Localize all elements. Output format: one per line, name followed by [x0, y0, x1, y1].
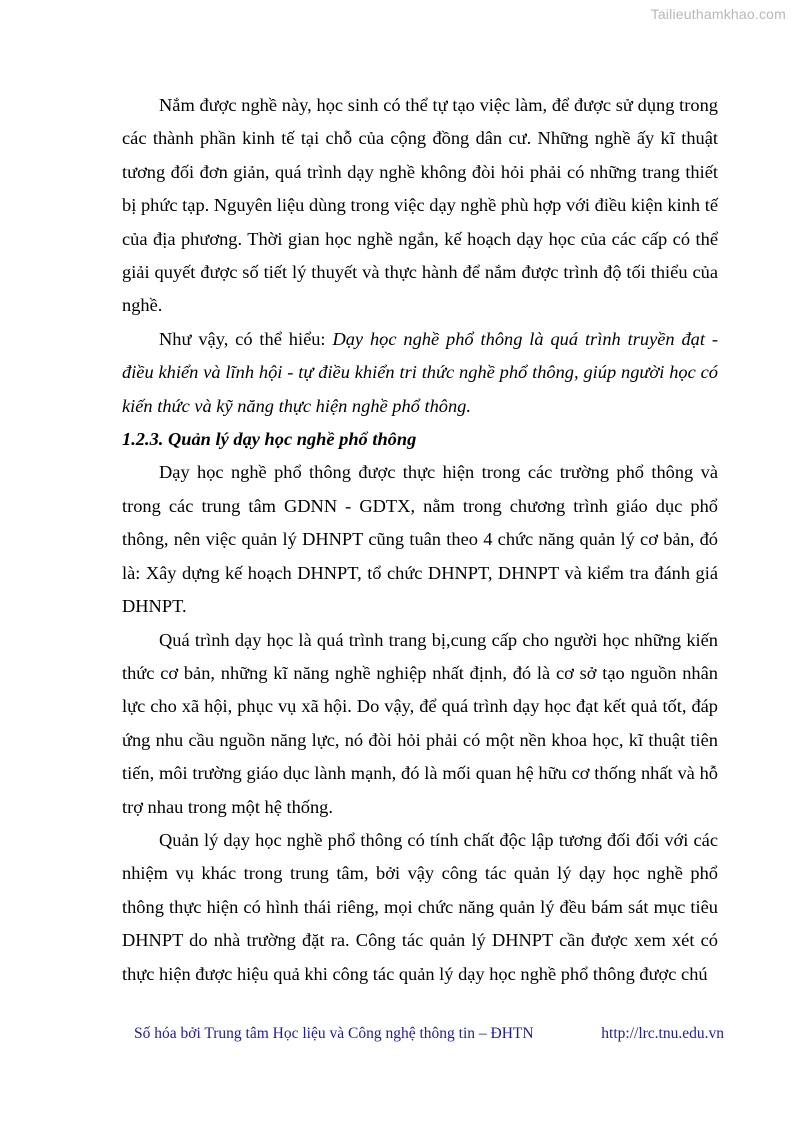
paragraph-5: Quản lý dạy học nghề phổ thông có tính chất độc lập tương đối đối với các nhiệm vụ khác trong trung tâm, bởi vậy công tác quản lý dạy học nghề phổ thông thực hiện có hình thái riêng, mọi chức năng quản lý đều bám sát mục tiêu DHNPT do nhà trường đặt ra. Công tác quản lý DHNPT cần được xem xét có thực hiện được hiệu quả khi công tác quản lý dạy học nghề phổ thông được chú: [122, 829, 718, 984]
page-footer: [134, 1025, 724, 1043]
footer-url[interactable]: http://lrc.tnu.edu.vn: [601, 1025, 724, 1042]
paragraph-2: [122, 323, 718, 423]
paragraph-2-definition: Dạy học nghề phổ thông là quá trình truyền đạt - điều khiển và lĩnh hội - tự điều khiển tri thức nghề phổ thông, giúp người học có kiến thức và kỹ năng thực hiện nghề phổ thông.: [122, 328, 718, 416]
paragraph-2-intro: Như vậy, có thể hiểu:: [159, 328, 333, 349]
section-heading: 1.2.3. Quản lý dạy học nghề phổ thông: [122, 429, 417, 450]
watermark: Tailieuthamkhao.com: [650, 6, 786, 22]
paragraph-3: Dạy học nghề phổ thông được thực hiện trong các trường phổ thông và trong các trung tâm GDNN - GDTX, nằm trong chương trình giáo dục phổ thông, nên việc quản lý DHNPT cũng tuân theo 4 chức năng quản lý cơ bản, đó là: Xây dựng kế hoạch DHNPT, tổ chức DHNPT, DHNPT và kiểm tra đánh giá DHNPT.: [122, 462, 718, 617]
document-body: [122, 89, 718, 991]
footer-credit: Số hóa bởi Trung tâm Học liệu và Công nghệ thông tin – ĐHTN: [134, 1025, 534, 1042]
paragraph-1: Nắm được nghề này, học sinh có thể tự tạo việc làm, để được sử dụng trong các thành phần kinh tế tại chỗ của cộng đồng dân cư. Những nghề ấy kĩ thuật tương đối đơn giản, quá trình dạy nghề không đòi hỏi phải có những trang thiết bị phức tạp. Nguyên liệu dùng trong việc dạy nghề phù hợp với điều kiện kinh tế của địa phương. Thời gian học nghề ngắn, kế hoạch dạy học của các cấp có thể giải quyết được số tiết lý thuyết và thực hành để nắm được trình độ tối thiểu của nghề.: [122, 95, 718, 316]
paragraph-4: Quá trình dạy học là quá trình trang bị,cung cấp cho người học những kiến thức cơ bản, những kĩ năng nghề nghiệp nhất định, đó là cơ sở tạo nguồn nhân lực cho xã hội, phục vụ xã hội. Do vậy, để quá trình dạy học đạt kết quả tốt, đáp ứng nhu cầu nguồn năng lực, nó đòi hỏi phải có một nền khoa học, kĩ thuật tiên tiến, môi trường giáo dục lành mạnh, đó là mối quan hệ hữu cơ thống nhất và hỗ trợ nhau trong một hệ thống.: [122, 629, 718, 817]
